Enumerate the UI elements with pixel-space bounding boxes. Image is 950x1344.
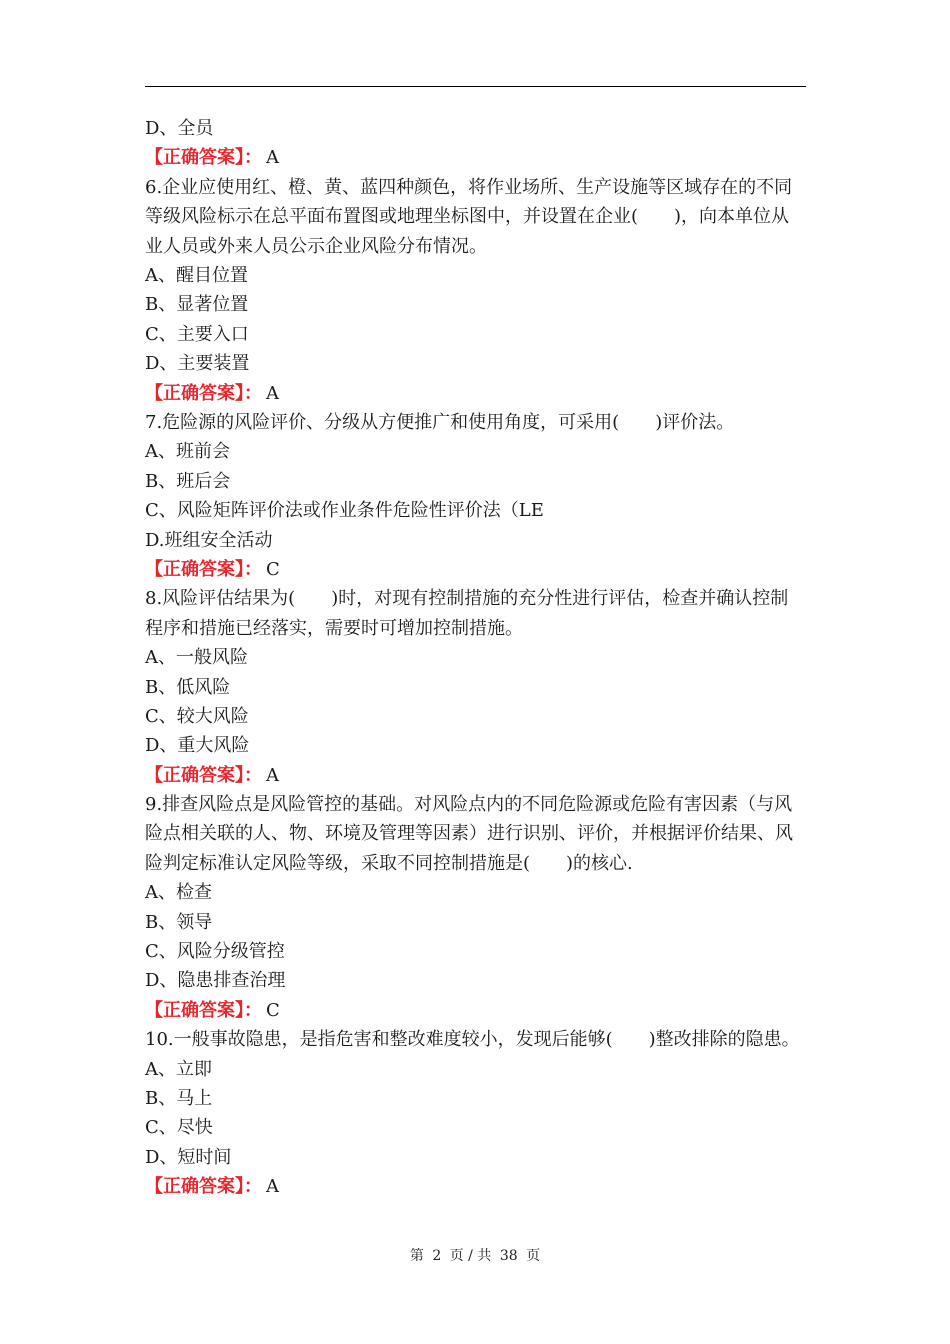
question-9-option-a: A、检查 bbox=[145, 882, 212, 904]
document-body bbox=[145, 114, 806, 1202]
answer-label: 【正确答案】： bbox=[145, 147, 262, 169]
question-10-stem: 10.一般事故隐患，是指危害和整改难度较小，发现后能够( )整改排除的隐患。 bbox=[145, 1029, 800, 1051]
question-7-option-c: C、风险矩阵评价法或作业条件危险性评价法（LE bbox=[145, 500, 544, 522]
question-9-option-d: D、隐患排查治理 bbox=[145, 970, 286, 992]
question-10-option-b: B、马上 bbox=[145, 1088, 213, 1110]
answer-label: 【正确答案】： bbox=[145, 999, 262, 1021]
question-9-option-c: C、风险分级管控 bbox=[145, 941, 285, 963]
question-7-option-b: B、班后会 bbox=[145, 470, 231, 492]
footer-suffix: 页 bbox=[526, 1248, 541, 1264]
footer-prefix: 第 bbox=[409, 1248, 424, 1264]
question-6-option-b: B、显著位置 bbox=[145, 294, 249, 316]
question-7-answer bbox=[145, 555, 806, 584]
question-8-option-a: A、一般风险 bbox=[145, 647, 248, 669]
footer-page-number: 2 bbox=[432, 1248, 442, 1264]
answer-value: A bbox=[266, 382, 279, 404]
question-10-option-c: C、尽快 bbox=[145, 1117, 213, 1139]
question-9-answer bbox=[145, 996, 806, 1025]
question-10-option-a: A、立即 bbox=[145, 1058, 212, 1080]
footer-mid: 页 / 共 bbox=[449, 1248, 492, 1264]
q5-option-d: D、全员 bbox=[145, 118, 214, 139]
page-footer bbox=[0, 1245, 950, 1265]
q5-answer bbox=[145, 143, 806, 172]
question-10-answer bbox=[145, 1172, 806, 1201]
question-7-stem: 7.危险源的风险评价、分级从方便推广和使用角度，可采用( )评价法。 bbox=[145, 411, 735, 433]
answer-value: C bbox=[266, 558, 280, 580]
question-6-option-a: A、醒目位置 bbox=[145, 265, 248, 286]
answer-value: A bbox=[266, 147, 279, 169]
question-9-option-b: B、领导 bbox=[145, 911, 213, 933]
answer-label: 【正确答案】： bbox=[145, 558, 262, 580]
question-8-option-d: D、重大风险 bbox=[145, 735, 250, 757]
question-8-stem: 8.风险评估结果为( )时，对现有控制措施的充分性进行评估，检查并确认控制程序和措施已经落实，需要时可增加控制措施。 bbox=[145, 588, 789, 639]
answer-label: 【正确答案】： bbox=[145, 1176, 262, 1198]
question-6-option-d: D、主要装置 bbox=[145, 353, 250, 375]
header-rule bbox=[145, 86, 806, 87]
answer-label: 【正确答案】： bbox=[145, 764, 262, 786]
question-6-answer bbox=[145, 379, 806, 408]
question-6-stem: 6.企业应使用红、橙、黄、蓝四种颜色，将作业场所、生产设施等区域存在的不同等级风险标示在总平面布置图或地理坐标图中，并设置在企业( )，向本单位从业人员或外来人员公示企业风险分布情况。 bbox=[145, 176, 793, 257]
question-8-answer bbox=[145, 761, 806, 790]
answer-label: 【正确答案】： bbox=[145, 382, 262, 404]
answer-value: A bbox=[266, 764, 279, 786]
question-9-stem: 9.排查风险点是风险管控的基础。对风险点内的不同危险源或危险有害因素（与风险点相关联的人、物、环境及管理等因素）进行识别、评价，并根据评价结果、风险判定标准认定风险等级，采取不同控制措施是( )的核心. bbox=[145, 794, 793, 874]
question-10-option-d: D、短时间 bbox=[145, 1146, 232, 1168]
question-7-option-a: A、班前会 bbox=[145, 441, 230, 463]
answer-value: C bbox=[266, 999, 280, 1021]
question-6-option-c: C、主要入口 bbox=[145, 323, 249, 345]
answer-value: A bbox=[266, 1176, 279, 1198]
question-7-option-d: D.班组安全活动 bbox=[145, 529, 273, 551]
question-8-option-c: C、较大风险 bbox=[145, 705, 249, 727]
footer-total-pages: 38 bbox=[499, 1248, 518, 1264]
question-8-option-b: B、低风险 bbox=[145, 676, 231, 698]
